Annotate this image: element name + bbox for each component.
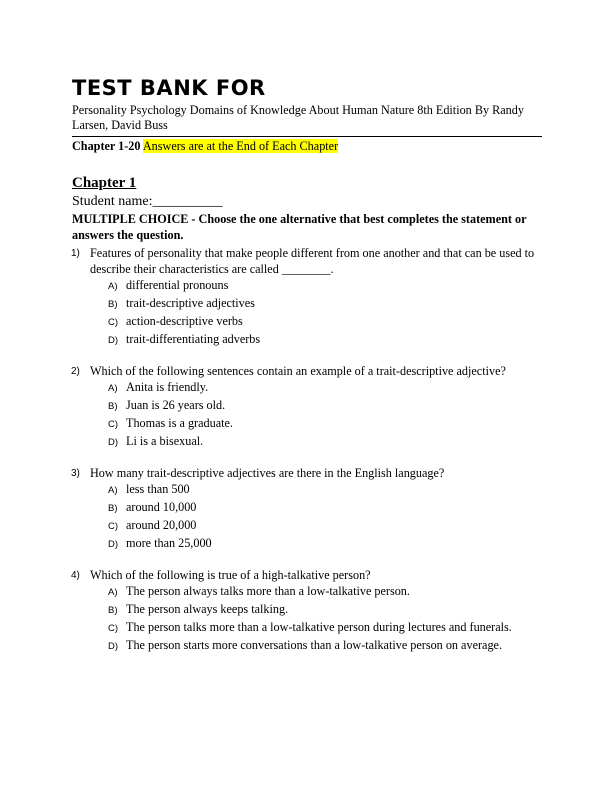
answer-options bbox=[108, 379, 542, 451]
answers-note: Answers are at the End of Each Chapter bbox=[142, 139, 339, 153]
question-number: 2) bbox=[71, 366, 80, 377]
option-text: around 20,000 bbox=[126, 518, 197, 532]
option-text: Thomas is a graduate. bbox=[126, 416, 233, 430]
document-page bbox=[72, 76, 542, 655]
option-letter: A) bbox=[108, 587, 118, 598]
question-text: How many trait-descriptive adjectives are there in the English language? bbox=[90, 466, 445, 480]
question-number: 4) bbox=[71, 570, 80, 581]
option-b bbox=[108, 295, 542, 313]
option-c bbox=[108, 517, 542, 535]
option-a bbox=[108, 583, 542, 601]
option-b bbox=[108, 601, 542, 619]
option-text: around 10,000 bbox=[126, 500, 197, 514]
option-letter: C) bbox=[108, 623, 119, 634]
option-letter: A) bbox=[108, 281, 118, 292]
chapter-range: Chapter 1-20 bbox=[72, 139, 141, 153]
option-letter: C) bbox=[108, 317, 119, 328]
option-b bbox=[108, 397, 542, 415]
option-text: Anita is friendly. bbox=[126, 380, 209, 394]
option-text: trait-differentiating adverbs bbox=[126, 332, 261, 346]
option-d bbox=[108, 535, 542, 553]
chapter-range-line bbox=[72, 139, 542, 154]
option-letter: D) bbox=[108, 335, 119, 346]
question-3 bbox=[72, 465, 542, 553]
option-letter: A) bbox=[108, 383, 118, 394]
option-letter: C) bbox=[108, 521, 119, 532]
option-letter: B) bbox=[108, 605, 118, 616]
question-2 bbox=[72, 363, 542, 451]
question-number: 1) bbox=[71, 248, 80, 259]
option-a bbox=[108, 379, 542, 397]
option-letter: D) bbox=[108, 641, 119, 652]
document-title: TEST BANK FOR bbox=[72, 76, 266, 100]
question-1 bbox=[72, 245, 542, 349]
option-c bbox=[108, 313, 542, 331]
option-a bbox=[108, 277, 542, 295]
option-b bbox=[108, 499, 542, 517]
option-text: action-descriptive verbs bbox=[126, 314, 243, 328]
option-letter: D) bbox=[108, 437, 119, 448]
option-text: Li is a bisexual. bbox=[126, 434, 204, 448]
book-subtitle: Personality Psychology Domains of Knowledge About Human Nature 8th Edition By Randy Larsen, David Buss bbox=[72, 103, 524, 132]
option-a bbox=[108, 481, 542, 499]
question-text: Which of the following is true of a high-talkative person? bbox=[90, 568, 371, 582]
chapter-heading: Chapter 1 bbox=[72, 175, 137, 191]
option-letter: B) bbox=[108, 299, 118, 310]
option-c bbox=[108, 415, 542, 433]
title-divider bbox=[72, 136, 542, 137]
question-number: 3) bbox=[71, 468, 80, 479]
option-letter: A) bbox=[108, 485, 118, 496]
question-4 bbox=[72, 567, 542, 655]
option-text: The person always keeps talking. bbox=[126, 602, 289, 616]
option-d bbox=[108, 637, 542, 655]
option-text: less than 500 bbox=[126, 482, 190, 496]
answer-options bbox=[108, 277, 542, 349]
option-letter: B) bbox=[108, 401, 118, 412]
option-letter: C) bbox=[108, 419, 119, 430]
option-text: The person starts more conversations than a low-talkative person on average. bbox=[126, 638, 502, 652]
option-letter: B) bbox=[108, 503, 118, 514]
instructions: MULTIPLE CHOICE - Choose the one alternative that best completes the statement or answers the question. bbox=[72, 212, 527, 242]
answer-options bbox=[108, 481, 542, 553]
option-d bbox=[108, 433, 542, 451]
question-text: Features of personality that make people different from one another and that can be used to describe their characteristics are called ________. bbox=[90, 246, 535, 276]
option-text: trait-descriptive adjectives bbox=[126, 296, 255, 310]
option-text: differential pronouns bbox=[126, 278, 229, 292]
question-text: Which of the following sentences contain an example of a trait-descriptive adjective? bbox=[90, 364, 506, 378]
option-text: The person always talks more than a low-talkative person. bbox=[126, 584, 410, 598]
student-name-line: Student name:__________ bbox=[72, 194, 223, 209]
option-letter: D) bbox=[108, 539, 119, 550]
option-text: Juan is 26 years old. bbox=[126, 398, 226, 412]
option-text: more than 25,000 bbox=[126, 536, 212, 550]
answer-options bbox=[108, 583, 542, 655]
option-c bbox=[108, 619, 542, 637]
option-text: The person talks more than a low-talkative person during lectures and funerals. bbox=[126, 620, 512, 634]
option-d bbox=[108, 331, 542, 349]
